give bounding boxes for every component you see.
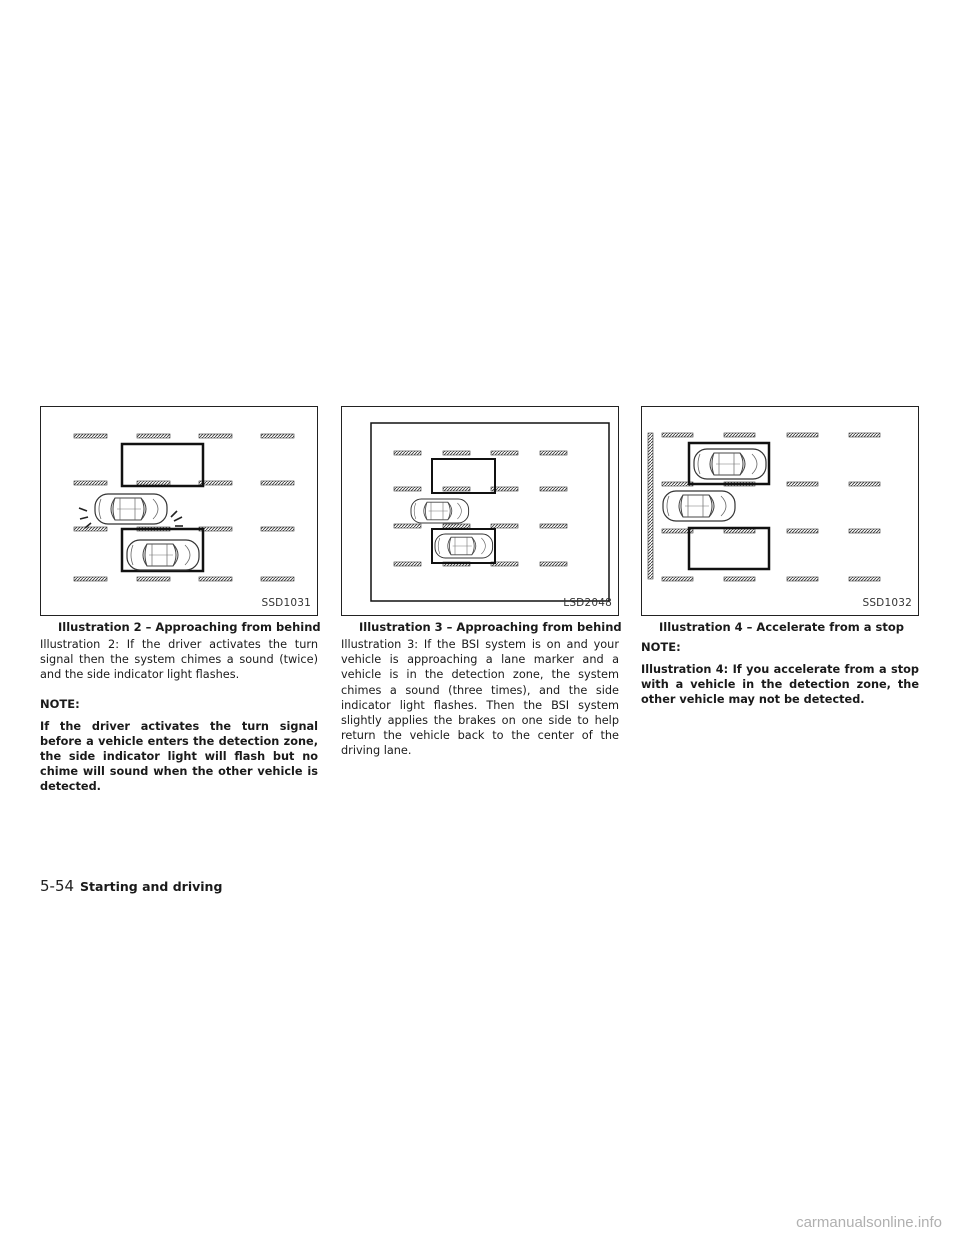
- body-paragraph: Illustration 2: If the driver activates the turn signal then the system chimes a sound (twice) and the side indicator light flashes.: [40, 638, 318, 682]
- note-text: Illustration 4: If you accelerate from a stop with a vehicle in the detection zone, the other vehicle may not be detected.: [641, 663, 919, 707]
- approaching-car-icon: [95, 494, 167, 524]
- illustration-caption: Illustration 2 – Approaching from behind: [58, 620, 321, 634]
- stopped-car-icon: [694, 449, 766, 479]
- figure-code: SSD1031: [261, 597, 311, 609]
- detection-zone-right: [689, 528, 769, 569]
- road-edge: [648, 433, 653, 579]
- own-car-icon: [127, 540, 199, 570]
- illustration-3-figure: [341, 406, 619, 616]
- note-text: If the driver activates the turn signal before a vehicle enters the detection zone, the side indicator light will flash but no chime will sound when the other vehicle is detected.: [40, 719, 318, 794]
- illustration-4-figure: [641, 406, 919, 616]
- page-number: 5-54: [40, 877, 75, 895]
- note-heading: NOTE:: [40, 696, 80, 711]
- illustration-2-diagram: [41, 407, 317, 615]
- illustration-4-column: [641, 406, 919, 708]
- figure-code: SSD1032: [862, 597, 912, 609]
- illustration-3-diagram: [342, 407, 618, 615]
- illustration-3-column: [341, 406, 622, 759]
- figure-code: LSD2048: [563, 597, 612, 609]
- inset-frame: [371, 423, 609, 601]
- illustration-4-diagram: [642, 407, 918, 615]
- detection-zone-left: [122, 444, 203, 486]
- body-paragraph: Illustration 3: If the BSI system is on and your vehicle is approaching a lane marker and a vehicle is in the detection zone, the system chimes a sound (three times), and the side indicator light flashes. Then the BSI system slightly applies the brakes on one side to help return the vehicle back to the center of the driving lane.: [341, 638, 619, 758]
- own-car-icon: [435, 534, 493, 558]
- illustration-caption: Illustration 4 – Accelerate from a stop: [659, 620, 905, 634]
- illustration-2-column: [40, 406, 321, 795]
- section-title: Starting and driving: [80, 879, 223, 894]
- page-footer: [40, 877, 222, 895]
- illustration-2-figure: [40, 406, 318, 616]
- illustration-caption: Illustration 3 – Approaching from behind: [359, 620, 622, 634]
- other-car-icon: [411, 499, 469, 523]
- watermark[interactable]: carmanualsonline.info: [796, 1214, 942, 1231]
- own-car-icon: [663, 491, 735, 521]
- note-heading: NOTE:: [641, 640, 681, 654]
